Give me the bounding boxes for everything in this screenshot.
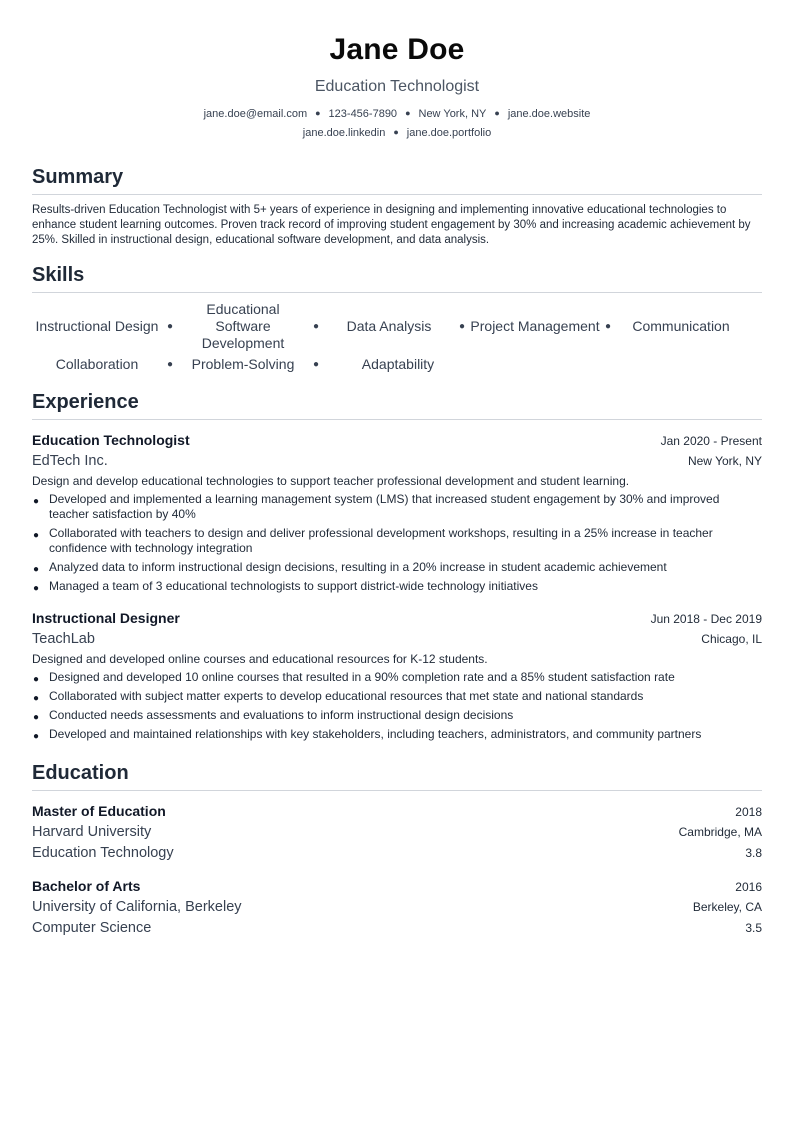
section-title-summary: Summary xyxy=(32,166,124,188)
bullet-icon: ● xyxy=(33,731,40,742)
job-location: Chicago, IL xyxy=(701,632,762,646)
contact-location: New York, NY xyxy=(418,108,487,120)
bullet-text: Developed and maintained relationships with key stakeholders, including teachers, administrators, and community partners xyxy=(49,727,702,741)
skill-item: Adaptability xyxy=(361,356,435,372)
bullet-icon: ● xyxy=(33,674,40,685)
school-location: Berkeley, CA xyxy=(692,900,762,914)
list-item xyxy=(32,492,762,522)
list-item xyxy=(32,727,762,742)
education-entry xyxy=(32,876,762,939)
bullet-icon: ● xyxy=(312,321,320,332)
section-divider xyxy=(32,419,762,420)
job-bullets xyxy=(32,670,762,742)
field-of-study: Education Technology xyxy=(32,845,174,861)
job-company: TeachLab xyxy=(32,631,95,647)
contact-website[interactable]: jane.doe.website xyxy=(507,108,591,120)
degree-name: Master of Education xyxy=(32,803,166,819)
school-name: Harvard University xyxy=(32,824,152,840)
gpa-value: 3.8 xyxy=(745,846,762,860)
list-item xyxy=(32,560,762,575)
bullet-icon: ● xyxy=(166,321,174,332)
bullet-icon: ● xyxy=(166,359,174,370)
job-description: Designed and developed online courses and educational resources for K-12 students. xyxy=(32,652,488,666)
job-title: Instructional Designer xyxy=(32,610,180,626)
bullet-icon: ● xyxy=(33,693,40,704)
list-item xyxy=(32,579,762,594)
contact-phone[interactable]: 123-456-7890 xyxy=(328,108,398,120)
summary-text: Results-driven Education Technologist with 5+ years of experience in designing and implementing innovative educational technologies to enhance student learning outcomes. Proven track record of improving student engagement by 30% and increasing academic achievement by 25%. Skilled in instructional design, educational software development, and data analysis. xyxy=(32,204,751,246)
section-divider xyxy=(32,292,762,293)
field-of-study: Computer Science xyxy=(32,920,152,936)
section-divider xyxy=(32,194,762,195)
job-title: Education Technologist xyxy=(32,432,190,448)
graduation-year: 2018 xyxy=(735,805,762,819)
skill-item: Communication xyxy=(632,318,730,334)
experience-section xyxy=(32,389,762,742)
bullet-icon: ● xyxy=(312,359,320,370)
job-entry xyxy=(32,430,762,594)
list-item xyxy=(32,526,762,556)
contact-line-2 xyxy=(32,123,762,142)
bullet-text: Developed and implemented a learning management system (LMS) that increased student engagement by 30% and improved teacher satisfaction by 40% xyxy=(49,492,720,521)
job-location: New York, NY xyxy=(687,454,762,468)
graduation-year: 2016 xyxy=(735,880,762,894)
contact-linkedin[interactable]: jane.doe.linkedin xyxy=(302,127,386,139)
section-title-skills: Skills xyxy=(32,264,85,286)
contact-portfolio[interactable]: jane.doe.portfolio xyxy=(406,127,492,139)
contact-email[interactable]: jane.doe@email.com xyxy=(203,108,308,120)
bullet-text: Analyzed data to inform instructional design decisions, resulting in a 20% increase in student academic achievement xyxy=(49,560,667,574)
skill-item: Instructional Design xyxy=(35,318,159,334)
gpa-value: 3.5 xyxy=(745,921,762,935)
bullet-icon: ● xyxy=(33,583,40,594)
job-dates: Jan 2020 - Present xyxy=(660,434,762,448)
skill-item: Problem-Solving xyxy=(191,356,295,372)
bullet-text: Designed and developed 10 online courses that resulted in a 90% completion rate and a 85% student satisfaction rate xyxy=(49,670,675,684)
list-item xyxy=(32,708,762,723)
bullet-icon: ● xyxy=(458,321,466,332)
school-location: Cambridge, MA xyxy=(678,825,762,839)
job-description: Design and develop educational technologies to support teacher professional development and student learning. xyxy=(32,474,630,488)
list-item xyxy=(32,670,762,685)
separator-dot-icon: ● xyxy=(405,108,411,118)
contact-line-1 xyxy=(32,104,762,123)
bullet-icon: ● xyxy=(33,564,40,575)
separator-dot-icon: ● xyxy=(315,108,321,118)
summary-section xyxy=(32,164,762,248)
bullet-text: Managed a team of 3 educational technologists to support district-wide technology initiatives xyxy=(49,579,538,593)
bullet-text: Collaborated with subject matter experts to develop educational resources that met state and national standards xyxy=(49,689,644,703)
bullet-icon: ● xyxy=(33,712,40,723)
bullet-icon: ● xyxy=(33,530,40,541)
degree-name: Bachelor of Arts xyxy=(32,878,141,894)
bullet-icon: ● xyxy=(604,321,612,332)
candidate-name: Jane Doe xyxy=(329,33,465,66)
bullet-icon: ● xyxy=(33,496,40,507)
separator-dot-icon: ● xyxy=(494,108,500,118)
list-item xyxy=(32,689,762,704)
job-entry xyxy=(32,608,762,742)
section-divider xyxy=(32,790,762,791)
school-name: University of California, Berkeley xyxy=(32,899,242,915)
job-dates: Jun 2018 - Dec 2019 xyxy=(650,612,762,626)
skill-item: Project Management xyxy=(470,318,600,334)
job-bullets xyxy=(32,492,762,594)
section-title-education: Education xyxy=(32,762,129,784)
education-entry xyxy=(32,801,762,864)
skills-row-1 xyxy=(32,301,762,352)
skill-item: Collaboration xyxy=(55,356,139,372)
job-company: EdTech Inc. xyxy=(32,453,108,469)
skills-row-2 xyxy=(32,356,762,373)
candidate-headline: Education Technologist xyxy=(314,78,480,95)
education-section xyxy=(32,760,762,939)
skills-section xyxy=(32,262,762,373)
bullet-text: Conducted needs assessments and evaluations to inform instructional design decisions xyxy=(49,708,514,722)
skill-item: Educational Software Development xyxy=(201,301,285,351)
separator-dot-icon: ● xyxy=(393,127,399,137)
skill-item: Data Analysis xyxy=(346,318,432,334)
section-title-experience: Experience xyxy=(32,391,139,413)
bullet-text: Collaborated with teachers to design and deliver professional development workshops, resulting in a 25% increase in teacher confidence with technology integration xyxy=(49,526,713,555)
resume-header xyxy=(32,0,762,142)
